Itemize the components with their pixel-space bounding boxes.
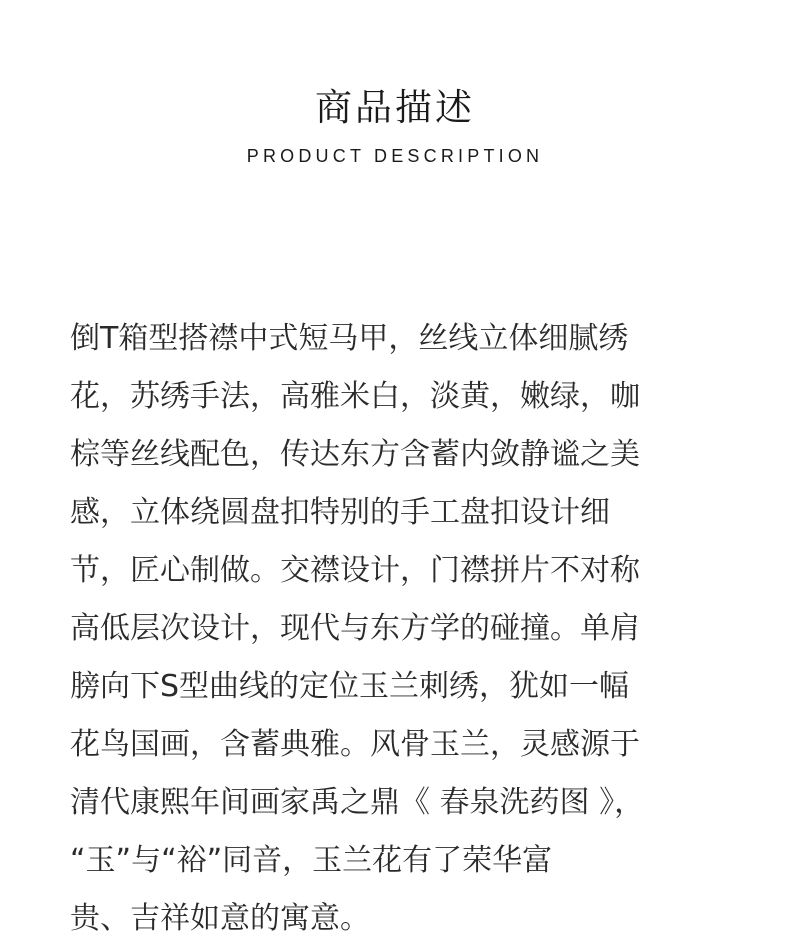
description-line: 贵、吉祥如意的寓意。: [70, 901, 370, 936]
description-line: 节，匠心制做。交襟设计，门襟拼片不对称: [70, 553, 640, 588]
description-line: 花，苏绣手法，高雅米白，淡黄，嫩绿，咖: [70, 379, 640, 414]
section-header: [0, 84, 790, 167]
description-line: “玉”与“裕”同音，玉兰花有了荣华富: [70, 843, 553, 878]
description-line: 清代康熙年间画家禹之鼎《 春泉洗药图 》，: [70, 785, 645, 820]
description-line: 倒T箱型搭襟中式短马甲，丝线立体细腻绣: [70, 321, 629, 356]
description-line: 感，立体绕圆盘扣特别的手工盘扣设计细: [70, 495, 610, 530]
section-title: 商品描述: [315, 86, 475, 129]
description-line: 膀向下S型曲线的定位玉兰刺绣，犹如一幅: [70, 669, 630, 704]
description-line: 高低层次设计，现代与东方学的碰撞。单肩: [70, 611, 640, 646]
description-line: 棕等丝线配色，传达东方含蓄内敛静谧之美: [70, 437, 640, 472]
product-description: [70, 310, 720, 948]
description-line: 花鸟国画，含蓄典雅。风骨玉兰，灵感源于: [70, 727, 640, 762]
section-subtitle: PRODUCT DESCRIPTION: [246, 146, 544, 166]
